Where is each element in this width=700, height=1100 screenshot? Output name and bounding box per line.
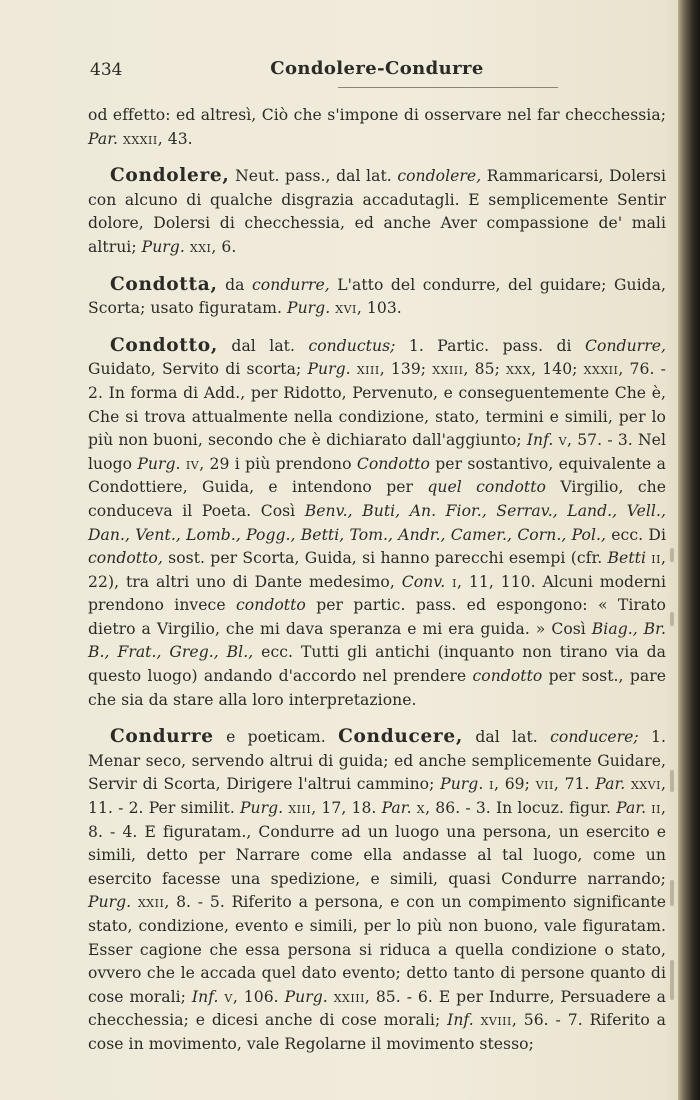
text-run: Virgilio, che conduceva il Poeta. Così — [88, 478, 666, 520]
running-head: Condolere-Condurre — [270, 58, 484, 79]
roman-numeral: v — [224, 987, 233, 1006]
italic-text: Par. — [595, 775, 626, 794]
page-number: 434 — [90, 60, 123, 80]
italic-text: Purg. — [141, 237, 185, 256]
text-run: , 11. - 2. Per similit. — [88, 775, 666, 818]
text-run: , 8. - 4. E figuratam., Condurre ad un luogo una persona, un esercito e simili, detto per Narrare come ella andasse al tal luogo, come un esercito facesse una spedizione, e simili, quasi Condurre narrando; — [88, 799, 666, 888]
roman-numeral: vii — [535, 775, 554, 794]
italic-text: quel condotto — [427, 478, 546, 497]
italic-text: condotto, — [88, 549, 163, 568]
binding-bleed-mark — [670, 548, 674, 562]
headword: Condolere, — [110, 165, 230, 187]
roman-numeral: i — [452, 572, 458, 591]
text-run: od effetto: ed altresì, Ciò che s'impone di osservare nel far checchessia; — [88, 106, 666, 124]
text-run: , 29 i più prendono — [199, 454, 357, 473]
text-run: per partic. pass. ed espongono: « Tirato dietro a Virgilio, che mi dava speranza e mi era guida. » Così — [88, 596, 666, 638]
binding-bleed-mark — [670, 770, 674, 792]
italic-text: Par. — [381, 799, 412, 818]
headword: Condurre — [110, 726, 214, 748]
text-run: , 8. - 5. Riferito a persona, e con un compimento significante stato, condizione, evento e simili, per lo più non buono, vale figuratam. Esser cagione che essa persona si riduca a quella condizione o stato, ovvero che le accada quel dato evento; detto tanto di persone quanto di cose morali; — [88, 893, 666, 1006]
roman-numeral: x — [416, 799, 426, 818]
roman-numeral: xvi — [335, 299, 357, 318]
text-run: 1. Partic. pass. di — [395, 336, 586, 355]
italic-text: Inf. — [526, 431, 554, 450]
book-binding-edge — [678, 0, 700, 1100]
roman-numeral: xiii — [356, 360, 380, 379]
roman-numeral: xxvi — [631, 775, 661, 794]
italic-text: Inf. — [191, 987, 219, 1006]
text-run: Guidato, Servito di scorta; — [88, 360, 308, 379]
italic-text: condotto — [472, 667, 543, 686]
roman-numeral: xiii — [288, 799, 312, 818]
text-run: , 103. — [356, 299, 402, 318]
text-run: , 57. - 3. Nel luogo — [88, 431, 666, 473]
roman-numeral: xxiii — [333, 987, 365, 1006]
text-run: , 76. - 2. In forma di Add., per Ridotto, Pervenuto, e conseguentemente Che è, Che si trova attualmente nella condizione, stato, termini e simili, per lo più non buoni, secondo che è dichiarato dall'aggiunto; — [88, 360, 666, 450]
italic-text: Purg. — [440, 775, 484, 794]
italic-text: Condotto — [356, 454, 430, 473]
headword: Condotta, — [110, 273, 218, 295]
text-run: , 69; — [493, 775, 536, 794]
page-body — [88, 104, 666, 1070]
text-run: , 22), tra altri uno di Dante medesimo, — [88, 549, 666, 591]
italic-text: conducere; — [550, 728, 639, 747]
italic-text: Par. — [88, 129, 118, 148]
text-run — [131, 893, 138, 911]
roman-numeral: ii — [651, 549, 661, 568]
italic-text: Purg. — [284, 987, 328, 1006]
binding-bleed-mark — [670, 612, 674, 626]
text-run: per sost., pare che sia da stare alla loro interpretazione. — [88, 667, 666, 709]
text-run: , 17, 18. — [311, 799, 382, 818]
italic-text: Purg. — [88, 893, 132, 912]
text-run: , 43. — [157, 129, 193, 148]
text-run: , 85. - 6. E per Indurre, Persuadere a checchessia; e dicesi anche di cose morali; — [88, 987, 666, 1030]
italic-text: condotto — [236, 596, 306, 615]
entry-paragraph — [88, 104, 666, 151]
binding-bleed-mark — [670, 960, 674, 1000]
italic-text: Par. — [616, 799, 647, 818]
text-run: e poeticam. — [213, 728, 339, 747]
roman-numeral: xviii — [480, 1011, 512, 1030]
roman-numeral: xxxii — [583, 360, 619, 379]
headword: Conducere, — [338, 726, 463, 748]
text-run: 1. Menar seco, servendo altrui di guida; ed anche semplicemente Guidare, Servir di Scorta, Dirigere l'altrui cammino; — [88, 728, 666, 794]
italic-text: conductus; — [308, 336, 396, 355]
text-run: sost. per Scorta, Guida, si hanno parecchi esempi (cfr. — [162, 549, 608, 568]
italic-text: Benv., Buti, An. Fior., Serrav., Land., Vell., Dan., Vent., Lomb., Pogg., Betti, Tom., Andr., Camer., Corn., Pol., — [88, 501, 666, 544]
entry-paragraph — [88, 164, 666, 259]
text-run: , 71. — [553, 775, 596, 794]
italic-text: condolere, — [397, 167, 482, 186]
text-run: ecc. Di — [606, 525, 666, 544]
italic-text: condurre, — [252, 275, 330, 294]
italic-text: Inf. — [447, 1011, 474, 1030]
italic-text: Purg. — [287, 299, 331, 318]
text-run: dal lat. — [217, 336, 309, 355]
roman-numeral: xxii — [137, 893, 165, 912]
text-run: , 11, 110. Alcuni moderni prendono invece — [88, 572, 666, 615]
italic-text: Purg. — [307, 360, 351, 379]
text-run: , 56. - 7. Riferito a cose in movimento, vale Regolarne il movimento stesso; — [88, 1011, 666, 1053]
italic-text: Purg. — [137, 454, 181, 473]
text-run: dal lat. — [463, 728, 551, 747]
entry-paragraph — [88, 273, 666, 321]
italic-text: Biag., Br. B., Frat., Greg., Bl., — [88, 619, 666, 662]
text-run: , 86. - 3. In locuz. figur. — [425, 799, 617, 818]
italic-text: Condurre, — [585, 336, 666, 355]
text-run: , 140; — [531, 360, 584, 379]
text-run: , 139; — [379, 360, 433, 379]
text-run — [474, 1011, 481, 1029]
text-run: , 85; — [463, 360, 507, 379]
roman-numeral: iv — [185, 454, 200, 473]
text-run: Rammaricarsi, Dolersi con alcuno di qualche disgrazia accadutagli. E semplicemente Sentir dolore, Dolersi di checchessia, ed anche Aver compassione de' mali altrui; — [88, 167, 667, 256]
text-run: ecc. Tutti gli antichi (inquanto non tirano via da questo luogo) andando d'accordo nel prendere — [88, 643, 666, 686]
text-run: , 106. — [232, 987, 285, 1006]
italic-text: Betti — [607, 549, 646, 568]
roman-numeral: xxi — [189, 237, 212, 256]
italic-text: Conv. — [401, 572, 446, 591]
italic-text: Purg. — [240, 799, 284, 818]
roman-numeral: ii — [651, 799, 661, 818]
text-run: da — [217, 275, 252, 294]
roman-numeral: i — [489, 775, 494, 794]
headword: Condotto, — [110, 334, 218, 356]
entry-paragraph — [88, 725, 666, 1056]
roman-numeral: xxxii — [123, 129, 158, 148]
text-run: per sostantivo, equivalente a Condottiere, Guida, e intendono per — [88, 454, 667, 497]
page-header — [88, 56, 666, 86]
text-run: Neut. pass., dal lat. — [229, 167, 398, 186]
header-rule — [338, 87, 558, 88]
roman-numeral: v — [558, 431, 568, 450]
binding-bleed-mark — [670, 880, 674, 906]
roman-numeral: xxiii — [432, 360, 464, 379]
entry-paragraph — [88, 334, 666, 713]
roman-numeral: xxx — [506, 360, 532, 379]
text-run: L'atto del condurre, del guidare; Guida, Scorta; usato figuratam. — [88, 275, 666, 318]
text-run: , 6. — [211, 237, 237, 256]
